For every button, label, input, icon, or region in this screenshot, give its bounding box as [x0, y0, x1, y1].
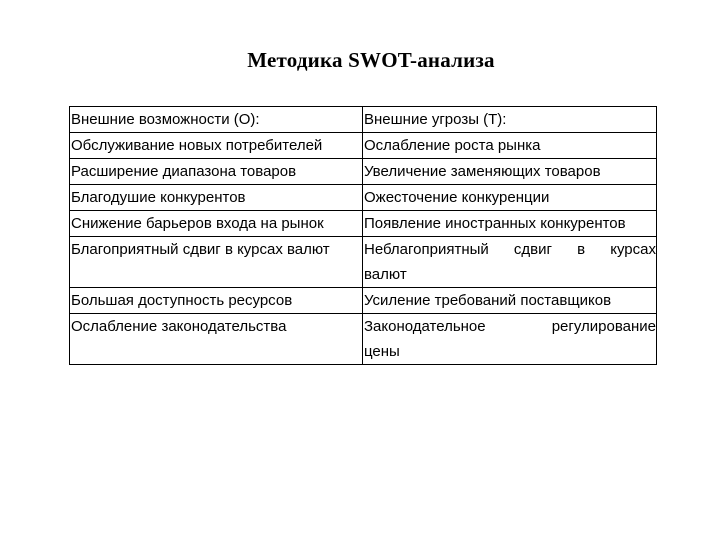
threat-cell: Ослабление роста рынка [363, 133, 657, 159]
opportunity-cell: Благоприятный сдвиг в курсах валют [70, 237, 363, 288]
threat-cell: Увеличение заменяющих товаров [363, 159, 657, 185]
opportunities-header: Внешние возможности (О): [70, 107, 363, 133]
threat-cell: Появление иностранных конкурентов [363, 211, 657, 237]
opportunity-cell: Снижение барьеров входа на рынок [70, 211, 363, 237]
table-row [70, 185, 657, 211]
opportunity-cell: Большая доступность ресурсов [70, 288, 363, 314]
opportunity-cell: Ослабление законодательства [70, 314, 363, 365]
threats-header: Внешние угрозы (Т): [363, 107, 657, 133]
table-row [70, 133, 657, 159]
threat-cell-line-2: валют [364, 266, 407, 283]
threat-cell: Усиление требований поставщиков [363, 288, 657, 314]
threat-cell [363, 237, 657, 288]
opportunity-cell: Расширение диапазона товаров [70, 159, 363, 185]
threat-cell-line-2: цены [364, 343, 400, 360]
threat-cell [363, 314, 657, 365]
table-row [70, 314, 657, 365]
table-row [70, 211, 657, 237]
threat-cell-line-1: Законодательное регулирование [364, 318, 656, 335]
opportunity-cell: Обслуживание новых потребителей [70, 133, 363, 159]
swot-table [69, 106, 657, 365]
threat-cell: Ожесточение конкуренции [363, 185, 657, 211]
page-title: Методика SWOT-анализа [247, 48, 495, 72]
table-row [70, 107, 657, 133]
threat-cell-line-1: Неблагоприятный сдвиг в курсах [364, 241, 656, 258]
table-row [70, 288, 657, 314]
opportunity-cell: Благодушие конкурентов [70, 185, 363, 211]
table-row [70, 237, 657, 288]
table-row [70, 159, 657, 185]
